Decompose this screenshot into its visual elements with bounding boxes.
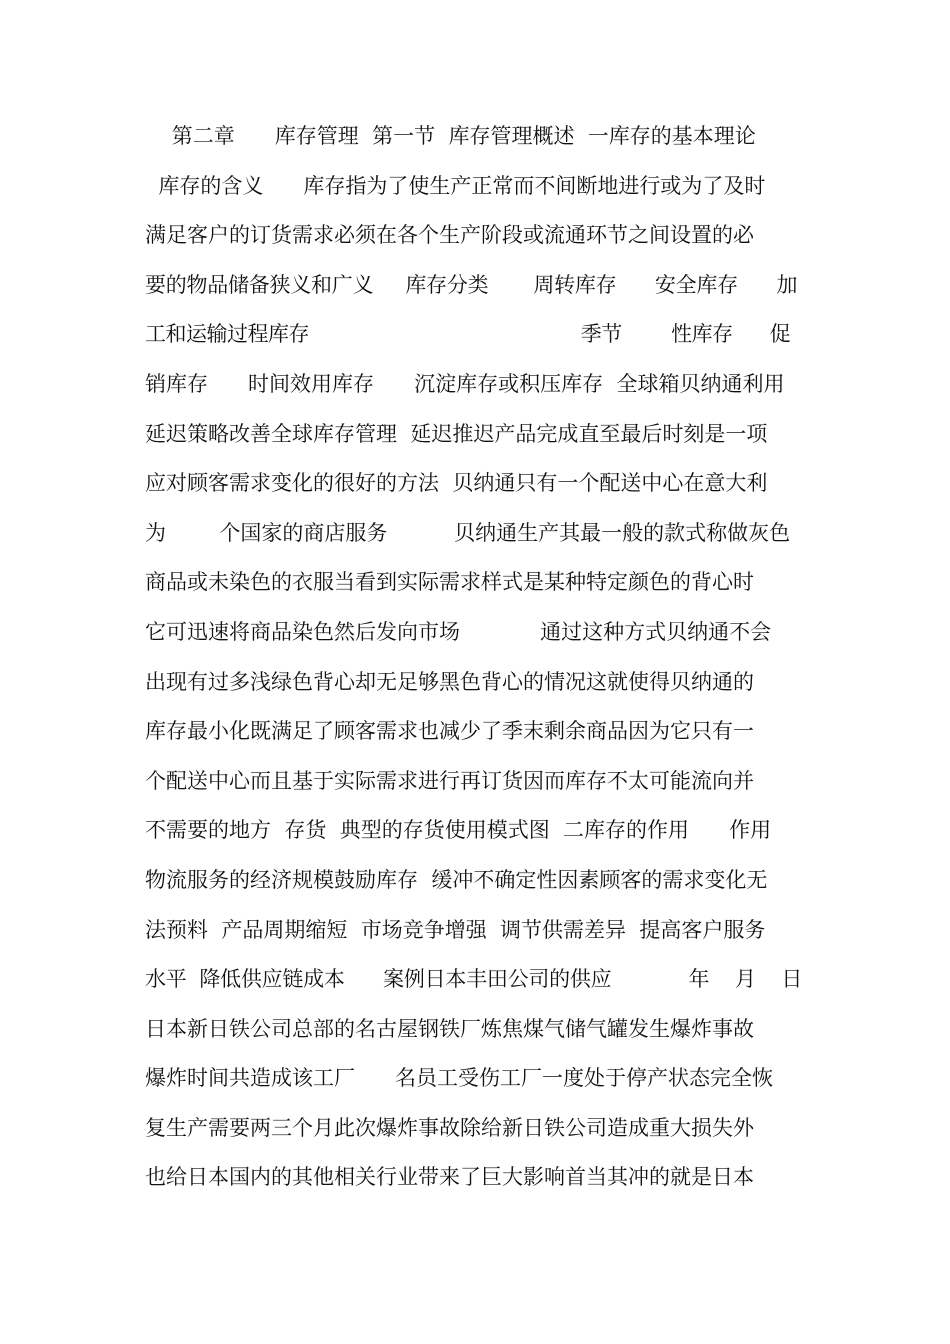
text-line: 物流服务的经济规模鼓励库存 缓冲不确定性因素顾客的需求变化无	[145, 867, 768, 892]
text-line: 日本新日铁公司总部的名古屋钢铁厂炼焦煤气储气罐发生爆炸事故	[145, 1016, 754, 1041]
text-line: 第二章 库存管理 第一节 库存管理概述 一库存的基本理论	[145, 124, 756, 148]
text-line: 它可迅速将商品染色然后发向市场 通过这种方式贝纳通不会	[145, 619, 772, 644]
text-line: 出现有过多浅绿色背心却无足够黑色背心的情况这就使得贝纳通的	[145, 669, 754, 694]
text-line: 库存的含义 库存指为了使生产正常而不间断地进行或为了及时	[145, 173, 766, 198]
text-line: 不需要的地方 存货 典型的存货使用模式图 二库存的作用 作用	[145, 818, 772, 843]
text-line: 要的物品储备狭义和广义 库存分类 周转库存 安全库存 加	[145, 272, 798, 297]
text-line: 复生产需要两三个月此次爆炸事故除给新日铁公司造成重大损失外	[145, 1115, 754, 1140]
text-line: 为 个国家的商店服务 贝纳通生产其最一般的款式称做灰色	[145, 520, 791, 545]
text-line: 满足客户的订货需求必须在各个生产阶段或流通环节之间设置的必	[145, 223, 754, 248]
text-line: 个配送中心而且基于实际需求进行再订货因而库存不太可能流向并	[145, 768, 754, 793]
text-line: 也给日本国内的其他相关行业带来了巨大影响首当其冲的就是日本	[145, 1165, 754, 1190]
text-line: 延迟策略改善全球库存管理 延迟推迟产品完成直至最后时刻是一项	[145, 421, 768, 446]
body-text	[145, 112, 807, 1203]
text-line: 商品或未染色的衣服当看到实际需求样式是某种特定颜色的背心时	[145, 570, 754, 595]
text-line: 法预料 产品周期缩短 市场竞争增强 调节供需差异 提高客户服务	[145, 917, 766, 942]
text-line: 水平 降低供应链成本 案例日本丰田公司的供应 年 月 日	[145, 967, 803, 992]
text-line: 销库存 时间效用库存 沉淀库存或积压库存 全球箱贝纳通利用	[145, 371, 785, 396]
text-line: 爆炸时间共造成该工厂 名员工受伤工厂一度处于停产状态完全恢	[145, 1066, 774, 1091]
text-line: 工和运输过程库存 季节 性库存 促	[145, 322, 791, 347]
text-line: 库存最小化既满足了顾客需求也减少了季末剩余商品因为它只有一	[145, 719, 754, 744]
text-line: 应对顾客需求变化的很好的方法 贝纳通只有一个配送中心在意大利	[145, 471, 768, 496]
